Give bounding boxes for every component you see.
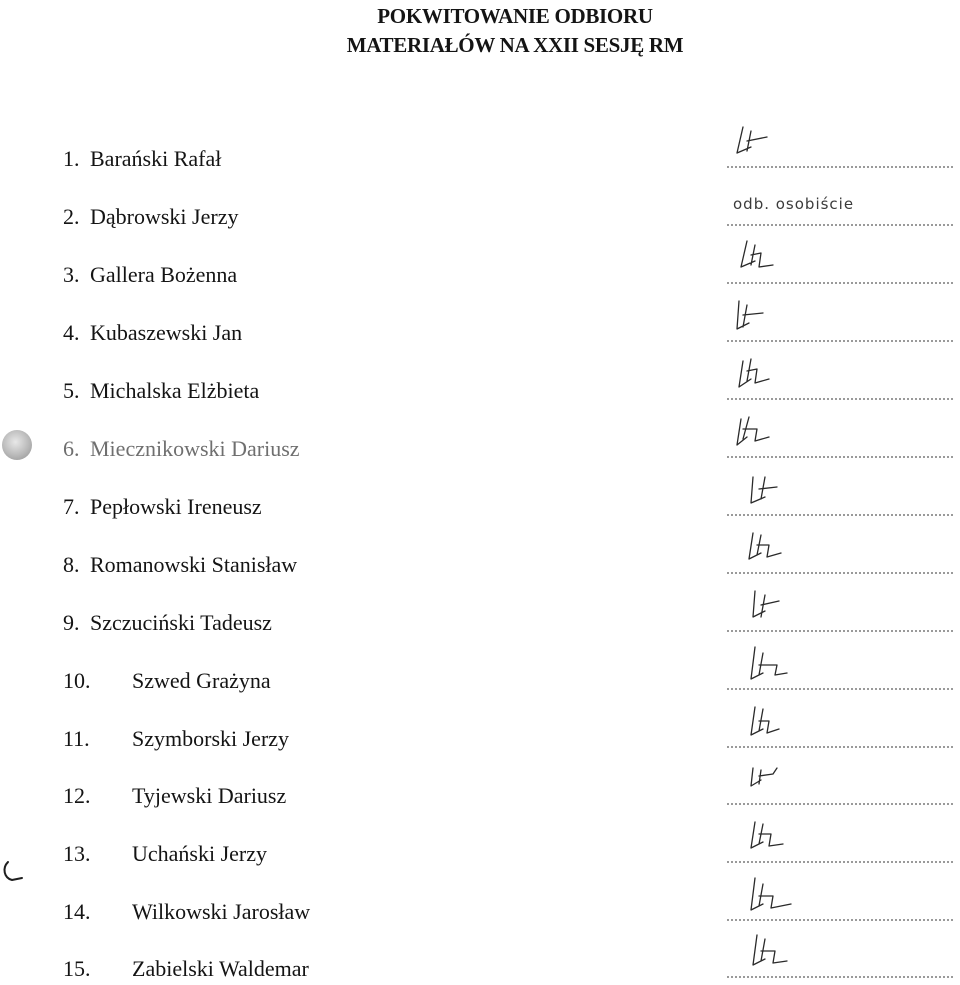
signature-line (727, 224, 953, 226)
list-item (0, 195, 960, 233)
item-number: 7. (63, 494, 80, 519)
item-number: 8. (63, 552, 80, 577)
signature-initials (747, 878, 807, 918)
list-item (0, 261, 960, 291)
signature-line (727, 976, 953, 978)
item-number: 3. (63, 262, 80, 287)
signature-initials (747, 647, 807, 687)
recipient-name: Szczuciński Tadeusz (90, 610, 272, 635)
signature-initials (733, 299, 793, 339)
list-item (0, 782, 960, 812)
signature-initials (735, 241, 795, 281)
recipient-name: Barański Rafał (90, 146, 222, 171)
recipient-name: Szwed Grażyna (132, 668, 271, 693)
signature-initials (747, 762, 807, 802)
item-number: 9. (63, 610, 80, 635)
list-item (0, 955, 960, 985)
recipient-name: Gallera Bożenna (90, 262, 238, 287)
recipient-name: Uchański Jerzy (132, 841, 268, 866)
signature-line (727, 456, 953, 458)
list-item (0, 145, 960, 175)
recipient-name: Pepłowski Ireneusz (90, 494, 262, 519)
document-title (0, 2, 960, 60)
list-item (0, 435, 960, 465)
recipient-name: Michalska Elżbieta (90, 378, 260, 403)
item-number: 11. (63, 726, 90, 751)
signature-line (727, 688, 953, 690)
list-item (0, 377, 960, 407)
list-item (0, 667, 960, 697)
item-number: 4. (63, 320, 80, 345)
item-number: 14. (63, 899, 91, 924)
signature-initials (733, 415, 793, 455)
title-line-2: MATERIAŁÓW NA XXII SESJĘ RM (346, 33, 684, 57)
item-number: 13. (63, 841, 91, 866)
recipient-name: Kubaszewski Jan (90, 320, 243, 345)
item-number: 15. (63, 956, 91, 981)
item-number: 2. (63, 204, 80, 229)
list-item (0, 725, 960, 755)
signature-initials (733, 125, 793, 165)
signature-line (727, 861, 953, 863)
signature-line (727, 803, 953, 805)
signature-line (727, 630, 953, 632)
item-number: 1. (63, 146, 80, 171)
signature-line (727, 166, 953, 168)
signature-initials (745, 531, 805, 571)
item-number: 12. (63, 783, 91, 808)
recipient-name: Tyjewski Dariusz (132, 783, 287, 808)
signature-initials (747, 705, 807, 745)
signature-line (727, 919, 953, 921)
list-item (0, 319, 960, 349)
signature-line (727, 282, 953, 284)
list-item (0, 898, 960, 928)
signature-initials (747, 589, 807, 629)
signature-initials (747, 473, 807, 513)
list-item (0, 493, 960, 523)
list-item (0, 609, 960, 639)
recipient-name: Romanowski Stanisław (90, 552, 298, 577)
signature-initials (735, 357, 795, 397)
recipient-name: Szymborski Jerzy (132, 726, 290, 751)
item-number: 10. (63, 668, 91, 693)
recipient-name: Dąbrowski Jerzy (90, 204, 239, 229)
list-item (0, 551, 960, 581)
item-number: 5. (63, 378, 80, 403)
signature-initials (747, 935, 807, 975)
signature-line (727, 340, 953, 342)
signature-initials (747, 820, 807, 860)
recipient-name: Zabielski Waldemar (132, 956, 309, 981)
recipient-name: Miecznikowski Dariusz (90, 436, 300, 461)
signature-line (727, 746, 953, 748)
signature-line (727, 398, 953, 400)
title-line-1: POKWITOWANIE ODBIORU (377, 4, 653, 28)
item-number: 6. (63, 436, 80, 461)
list-item (0, 840, 960, 870)
handwritten-note: odb. osobiście (733, 195, 855, 213)
recipient-name: Wilkowski Jarosław (132, 899, 311, 924)
signature-line (727, 572, 953, 574)
signature-line (727, 514, 953, 516)
